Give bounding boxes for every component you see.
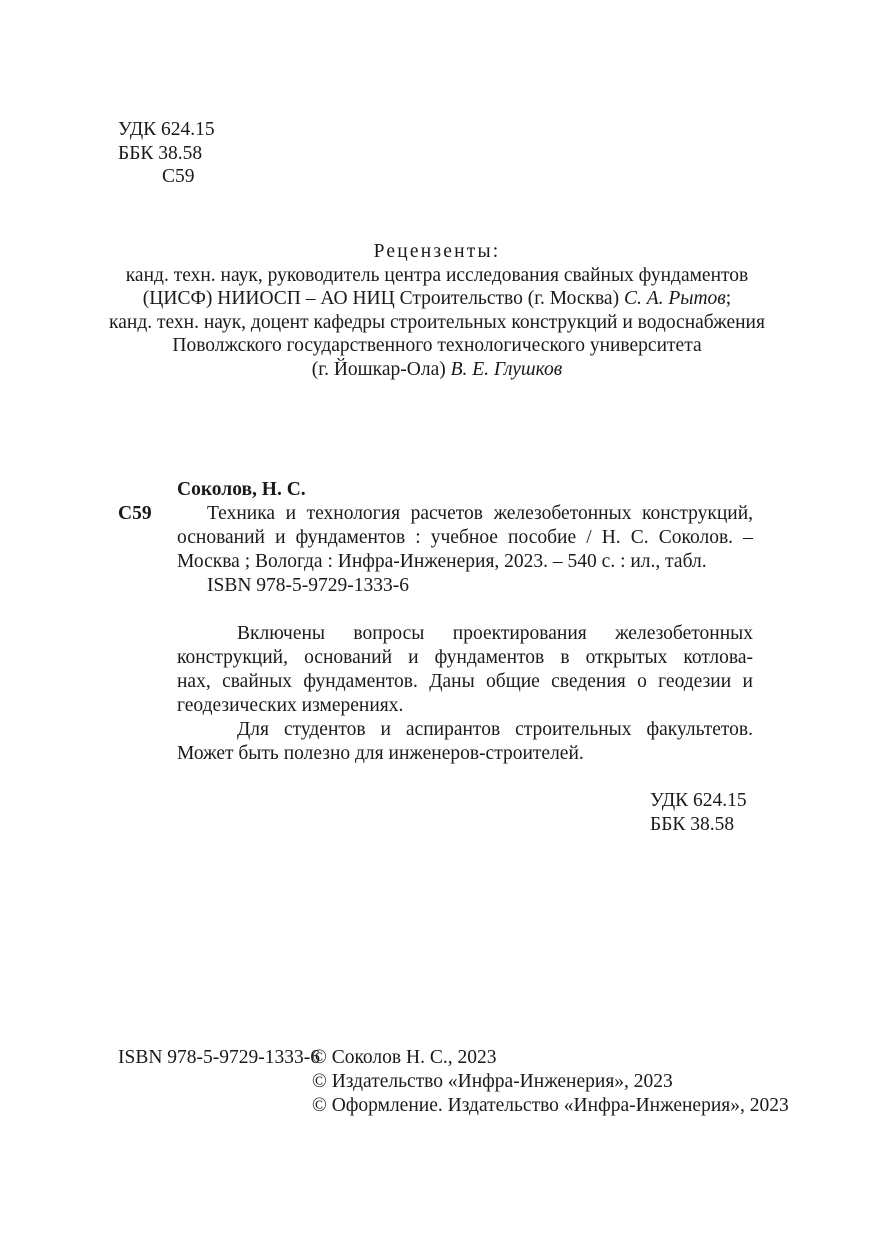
word: геодезии [658, 671, 732, 692]
word: и [275, 527, 286, 548]
udk-code: УДК 624.15 [118, 119, 215, 140]
classification-bottom [650, 789, 747, 837]
word: оснований [177, 527, 265, 548]
reviewer-1-affiliation: (ЦИСФ) НИИОСП – АО НИЦ Строительство (г. Москва) [142, 288, 624, 309]
copyright-isbn: ISBN 978-5-9729-1333-6 [118, 1047, 321, 1068]
word: / [586, 527, 592, 548]
record-author: Соколов, Н. С. [177, 479, 306, 500]
word: аспирантов [405, 719, 501, 740]
word: железобетонных [615, 623, 753, 644]
record-line-1 [177, 502, 753, 526]
word: учебное [430, 527, 498, 548]
reviewer-2-line-1: канд. техн. наук, доцент кафедры строительных конструкций и водоснабжения [109, 311, 765, 333]
word: Включены [237, 623, 326, 644]
record-line-3: Москва ; Вологда : Инфра-Инженерия, 2023. – 540 с. : ил., табл. [177, 551, 707, 572]
word: железобетонных [493, 503, 632, 524]
word: в [560, 647, 570, 668]
copyright-line: © Соколов Н. С., 2023 [312, 1047, 497, 1068]
word: о [637, 671, 647, 692]
reviewer-2-line-3 [100, 358, 774, 382]
copyright-line: © Оформление. Издательство «Инфра-Инженерия», 2023 [312, 1095, 789, 1116]
word: и [285, 503, 297, 524]
reviewer-1-name: С. А. Рытов [623, 288, 726, 309]
word: пособие [508, 527, 577, 548]
word: сведения [551, 671, 626, 692]
record-isbn: ISBN 978-5-9729-1333-6 [207, 575, 410, 596]
copyright-line: © Издательство «Инфра-Инженерия», 2023 [312, 1071, 673, 1092]
word: фундаментов [434, 647, 545, 668]
reviewer-1-line-1: канд. техн. наук, руководитель центра исследования свайных фундаментов [125, 264, 749, 286]
annotation-p1-line-3 [177, 670, 753, 694]
word: факультетов. [646, 719, 753, 740]
reviewer-2-city: (г. Йошкар-Ола) [311, 358, 451, 380]
bibliographic-record [177, 502, 753, 598]
annotation-p2-line-1 [177, 718, 753, 742]
word: конструкций, [177, 647, 288, 668]
record-line-2 [177, 526, 753, 550]
word: открытых [585, 647, 668, 668]
classification-top [118, 118, 215, 189]
word: нах, [177, 671, 211, 692]
word: Техника [207, 503, 276, 524]
word: строительных [515, 719, 632, 740]
word: и [742, 671, 753, 692]
author-mark: С59 [162, 166, 195, 187]
annotation-p1-line-1 [177, 622, 753, 646]
bbk-code: ББК 38.58 [118, 142, 203, 164]
bbk-code-bottom: ББК 38.58 [650, 814, 735, 835]
word: и [408, 647, 419, 668]
annotation-p2-line-2: Может быть полезно для инженеров-строителей. [177, 743, 584, 764]
word: технология [306, 503, 401, 524]
word: вопросы [353, 623, 425, 644]
word: котлова- [683, 647, 753, 668]
word: общие [486, 671, 540, 692]
word: Соколов. [658, 527, 734, 548]
reviewers-heading: Рецензенты: [373, 241, 501, 262]
copyright-block [312, 1046, 789, 1118]
annotation-p1-line-2 [177, 646, 753, 670]
word: студентов [283, 719, 366, 740]
word: конструкций, [642, 503, 753, 524]
reviewer-2-name: В. Е. Глушков [450, 358, 563, 380]
annotation-p1-line-4: геодезических измерениях. [177, 695, 404, 716]
word: проектирования [452, 623, 587, 644]
annotation [177, 622, 753, 766]
word: фундаментов. [303, 671, 418, 692]
reviewer-1-punct: ; [725, 288, 732, 309]
word: : [415, 527, 421, 548]
word: – [743, 527, 753, 548]
word: оснований [304, 647, 393, 668]
word: расчетов [410, 503, 483, 524]
word: Даны [429, 671, 475, 692]
word: свайных [222, 671, 293, 692]
word: С. [630, 527, 649, 548]
reviewer-1-line-2 [100, 287, 774, 311]
reviewer-2-line-2: Поволжского государственного технологического университета [172, 335, 702, 356]
word: и [380, 719, 391, 740]
udk-code-bottom: УДК 624.15 [650, 790, 747, 811]
record-code: С59 [118, 503, 152, 524]
reviewers-block [100, 240, 774, 381]
word: Для [237, 719, 270, 740]
word: Н. [601, 527, 621, 548]
word: фундаментов [295, 527, 406, 548]
